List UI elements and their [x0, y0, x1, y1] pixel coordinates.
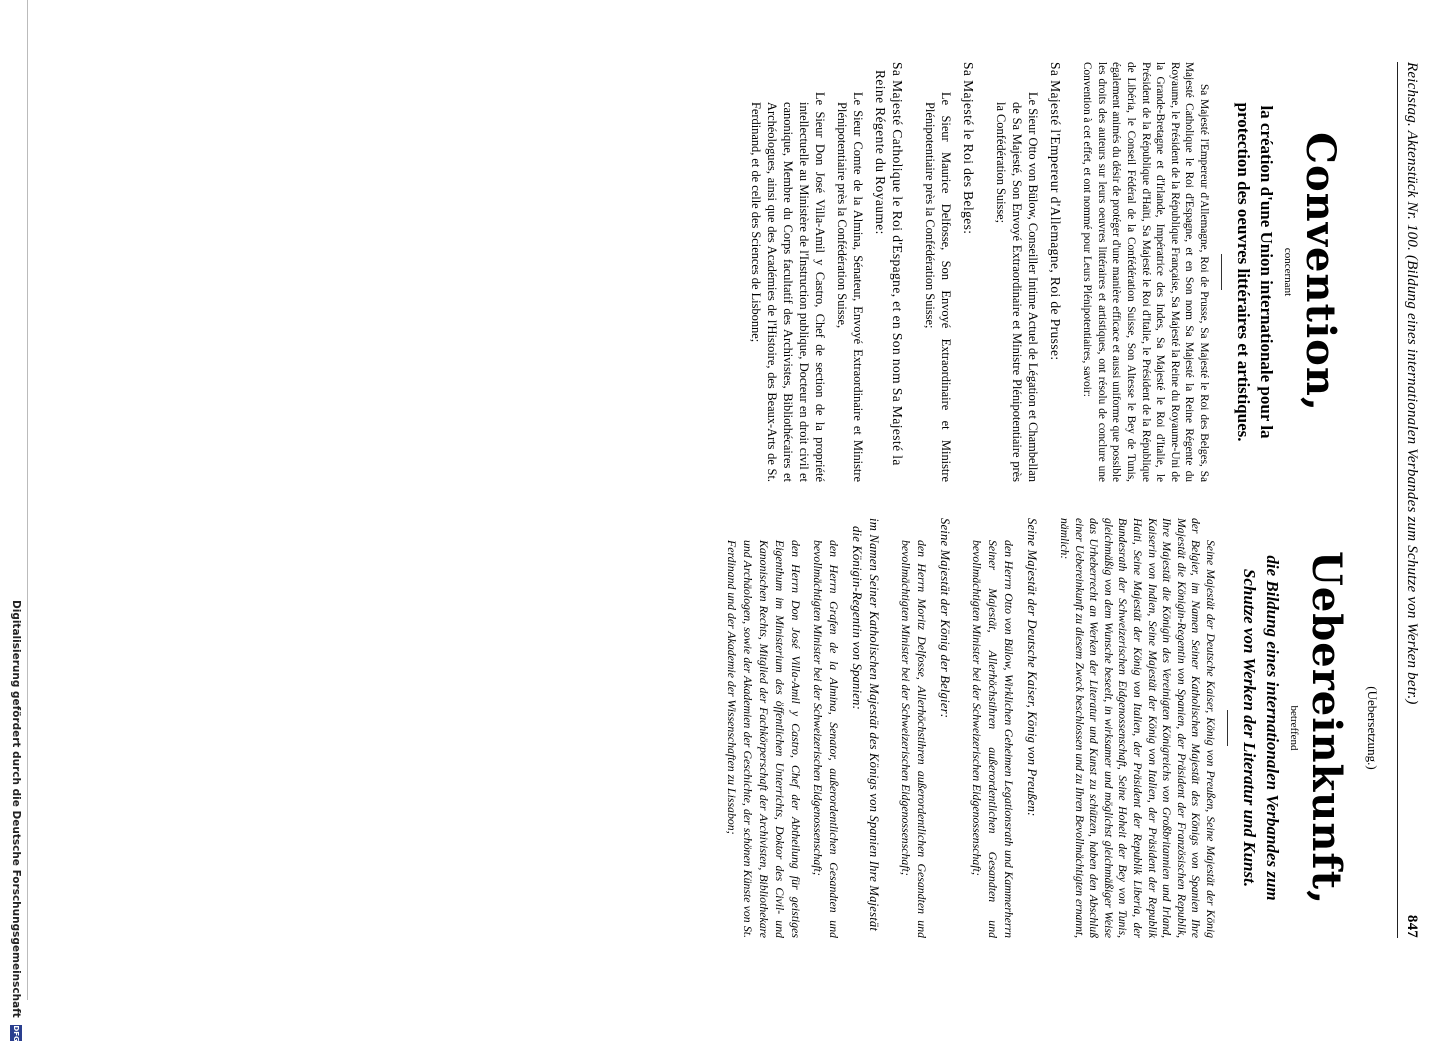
scan-edge — [27, 0, 28, 1000]
french-heading: la création d'une Union internationale pour la protection des oeuvres littéraires et artistiques. — [1234, 102, 1276, 442]
page-number: 847 — [1404, 914, 1420, 938]
german-title: Uebereinkunft, — [1303, 550, 1350, 906]
digitization-credit — [4, 600, 22, 1042]
running-header — [1397, 62, 1420, 938]
german-sovereign-1: Seine Majestät der Deutsche Kaiser, König von Preußen: — [1025, 518, 1040, 817]
german-heading: die Bildung eines internationalen Verbandes zum Schutze von Werken der Literatur und Kunst. — [1240, 555, 1282, 901]
french-delegate-3a: Le Sieur Comte de la Almina, Sénateur, Envoyé Extraordinaire et Ministre Plénipotentiaire près la Confédération Suisse, — [834, 92, 865, 482]
german-delegate-3a: den Herrn Grafen de la Almina, Senator, außerordentlichen Gesandten und bevollmächtigten Minister bei der Schweizerischen Eidgenossenschaft; — [811, 540, 842, 938]
french-delegate-3b: Le Sieur Don José Villa-Amil y Castro, Chef de section de la propriété intellectuelle au Ministère de l'Instruction publique, Docteur en droit civil et canonique, Membre du Corps facultatif des Archivistes, Bibliothécaires et Archéologues, ainsi que des Académies de l'Histoire, des Beaux-Arts de St. Ferdinand, et de celle des Sciences de Lisbonne; — [748, 92, 827, 482]
french-concernant: concernant — [1282, 247, 1294, 297]
german-delegate-3b: den Herrn Don José Villa-Amil y Castro, Chef der Abtheilung für geistiges Eigenthum im Ministerium des öffentlichen Unterrichts, Doktor des Civil- und Kanonischen Rechts, Mitglied der Fachkörperschaft der Archivisten, Bibliothekare und Archäologen, sowie der Akademien der Geschichte, der schönen Künste von St. Ferdinand und der Akademie der Wissenschaften zu Lissabon; — [725, 540, 804, 938]
german-preamble: Seine Majestät der Deutsche Kaiser, König von Preußen, Seine Majestät der König der Belgier, im Namen Seiner Katholischen Majestät des Königs von Spanien Ihre Majestät die Königin-Regentin von Spanien, der Präsident der Französischen Republik, Ihre Majestät die Königin des Vereinigten Königreichs von Großbritannien und Irland, Kaiserin von Indien, Seine Majestät der König von Italien, der Präsident der Republik Haiti, Seine Majestät der König von Italien, der Präsident der Republik Liberia, der Bundesrath der Schweizerischen Eidgenossenschaft, Seine Hoheit der Bey von Tunis, gleichmäßig von dem Wunsche beseelt, in wirksamer und möglichst gleichmäßiger Weise das Urheberrecht an Werken der Literatur und Kunst zu schützen, haben den Abschluß einer Uebereinkunft zu diesem Zweck beschlossen und zu Ihren Bevollmächtigten ernannt, nämlich: — [1058, 518, 1217, 938]
french-column — [748, 62, 1384, 482]
credit-text: Digitalisierung gefördert durch die Deutsche Forschungsgemeinschaft — [10, 600, 22, 1018]
french-sovereign-1: Sa Majesté l'Empereur d'Allemagne, Roi de Prusse: — [1047, 62, 1063, 361]
french-sovereign-2: Sa Majesté le Roi des Belges: — [960, 62, 976, 235]
german-column — [724, 518, 1384, 938]
french-title: Convention, — [1297, 132, 1344, 412]
french-preamble: Sa Majesté l'Empereur d'Allemagne, Roi de Prusse, Sa Majesté le Roi des Belges, Sa Majesté Catholique le Roi d'Espagne, et en Son nom Sa Majesté la Reine Régente du Royaume, le Président de la République Française, Sa Majesté la Reine du Royaume-Uni de la Grande-Bretagne et d'Irlande, Impératrice des Indes, Sa Majesté le Roi d'Italie, le Président de la République d'Haïti, Sa Majesté le Roi d'Italie, le Président de la République de Libéria, le Conseil Fédéral de la Confédération Suisse, Son Altesse le Bey de Tunis, également animés du désir de protéger d'une manière efficace et aussi uniforme que possible les droits des auteurs sur leurs oeuvres littéraires et artistiques, ont résolu de conclure une Convention à cet effet, et ont nommé pour Leurs Plénipotentiaires, savoir: — [1081, 62, 1210, 482]
divider — [1227, 710, 1228, 746]
french-sovereign-3: Sa Majesté Catholique le Roi d'Espagne, et en Son nom Sa Majesté la Reine Régente du Royaume: — [872, 62, 905, 466]
french-delegate-2: Le Sieur Maurice Delfosse, Son Envoyé Extraordinaire et Ministre Plénipotentiaire près la Confédération Suisse; — [922, 92, 953, 482]
german-delegate-1: den Herrn Otto von Bülow, Wirklichen Geheimen Legationsrath und Kammerherrn Seiner Majestät, Allerhöchstihren außerordentlichen Gesandten und bevollmächtigten Minister bei der Schweizerischen Eidgenossenschaft; — [970, 540, 1017, 938]
divider — [1221, 254, 1222, 290]
german-delegate-2: den Herrn Moritz Delfosse, Allerhöchstihren außerordentlichen Gesandten und bevollmächtigten Minister bei der Schweizerischen Eidgenossenschaft; — [899, 540, 930, 938]
running-title: Reichstag. Aktenstück Nr. 100. (Bildung eines internationalen Verbandes zum Schutze von Werken betr.) — [1404, 62, 1420, 705]
dfg-logo-icon: DFG — [12, 1025, 20, 1042]
german-sovereign-3: im Namen Seiner Katholischen Majestät des Königs von Spanien Ihre Majestät die Königin-Regentin von Spanien: — [850, 518, 882, 932]
german-sovereign-2: Seine Majestät der König der Belgier: — [938, 518, 953, 719]
german-betreffend: betreffend — [1288, 705, 1300, 751]
french-delegate-1: Le Sieur Otto von Bülow, Conseiller Intime Actuel de Légation et Chambellan de Sa Majesté, Son Envoyé Extraordinaire et Ministre Plénipotentiaire près la Confédération Suisse; — [993, 92, 1040, 482]
german-translation-note: (Uebersetzung.) — [1365, 686, 1380, 770]
